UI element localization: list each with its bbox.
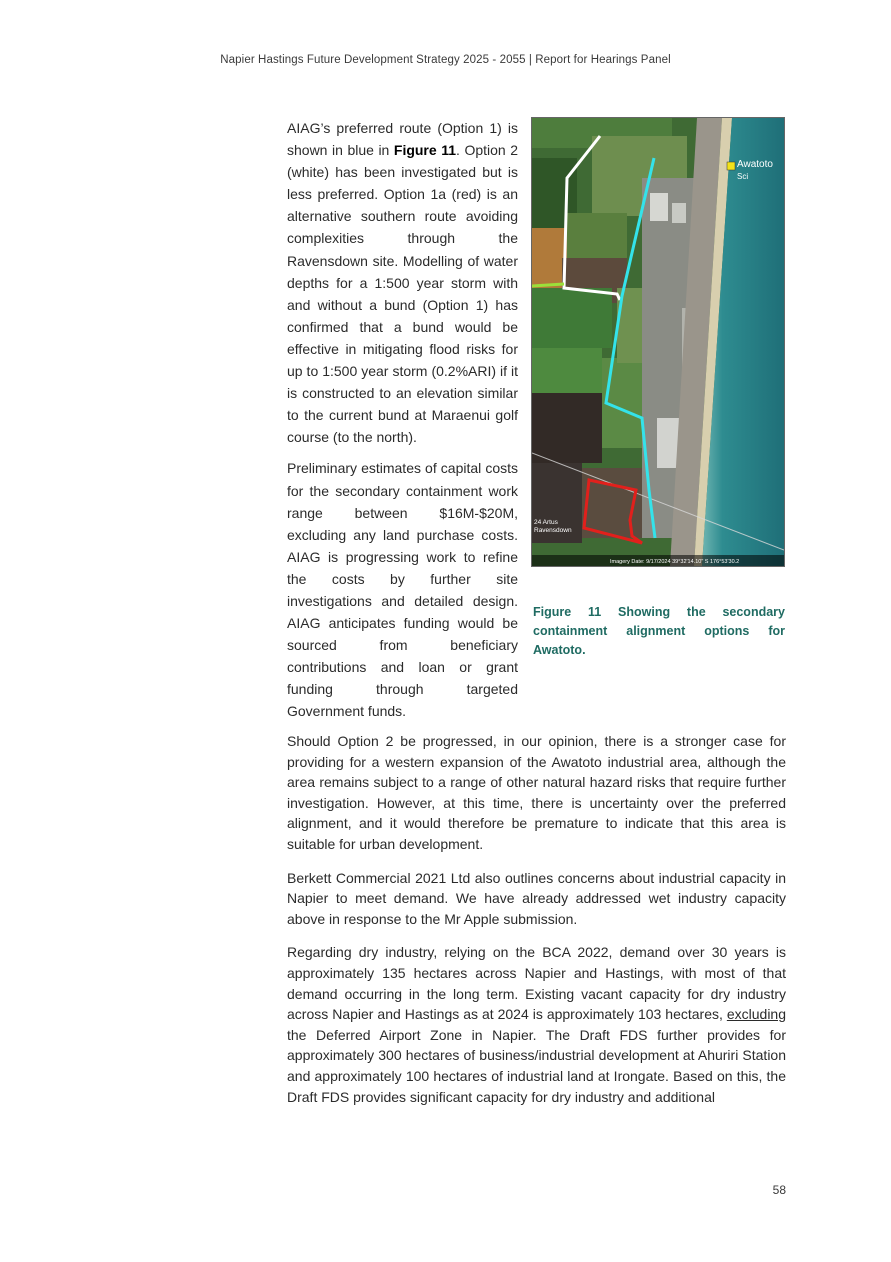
underlined-excluding: excluding — [726, 1006, 786, 1023]
paragraph-dry-industry-text-a: Regarding dry industry, relying on the BCA 2022, demand over 30 years is approximately 135 hectares across Napier and Hastings, with most of that demand occurring in the long term. Existing vacant capacity for dry industry across Napier and Hastings as at 2024 is approximately 103 hectares, — [287, 944, 786, 1023]
map-pin-icon — [727, 162, 735, 170]
paragraph-routes — [287, 117, 518, 448]
paragraph-routes-text-b: . Option 2 (white) has been investigated but is less preferred. Option 1a (red) is an alternative southern route avoiding complexities through the Ravensdown site. Modelling of water depths for a 1:500 year storm with and without a bund (Option 1) has confirmed that a bund would be effective in mitigating flood risks for up to 1:500 year storm (0.2%ARI) if it is constructed to an elevation similar to the current bund at Maraenui golf course (to the north). — [287, 142, 519, 446]
aerial-map-figure — [531, 117, 785, 567]
map-label-awatoto: Awatoto — [737, 159, 773, 170]
body-text — [287, 731, 786, 1120]
map-label-sci: Sci — [737, 172, 749, 181]
green-link-line — [532, 284, 564, 286]
paragraph-berkett: Berkett Commercial 2021 Ltd also outlines concerns about industrial capacity in Napier to meet demand. We have already addressed wet industry capacity above in response to the Mr Apple submission. — [287, 869, 786, 927]
left-column — [287, 117, 518, 732]
paragraph-dry-industry — [287, 942, 786, 1107]
paragraph-costs: Preliminary estimates of capital costs for the secondary containment work range between $16M-$20M, excluding any land purchase costs. AIAG is progressing work to refine the costs by further site investigations and detailed design. AIAG anticipates funding would be sourced from beneficiary contributions and loan or grant funding through targeted Government funds. — [287, 460, 518, 720]
map-label-ravensdown: Ravensdown — [534, 527, 572, 534]
map-label-road: 24 Artus — [534, 519, 558, 526]
page-header: Napier Hastings Future Development Strategy 2025 - 2055 | Report for Hearings Panel — [220, 54, 671, 66]
map-imagery-footer: Imagery Date: 9/17/2024 39°32'14.10" S 176°53'30.2 — [610, 559, 740, 565]
aerial-map-image — [532, 118, 784, 566]
figure-reference: Figure 11 — [393, 142, 457, 159]
page-number: 58 — [772, 1183, 786, 1197]
paragraph-routes-text-a: AIAG’s preferred route (Option 1) is shown in blue in — [287, 120, 518, 159]
paragraph-dry-industry-text-b: the Deferred Airport Zone in Napier. The Draft FDS further provides for approximately 300 hectares of business/industrial development at Ahuriri Station and approximately 100 hectares of industrial land at Irongate. Based on this, the Draft FDS provides significant capacity for dry industry and additional — [287, 1026, 786, 1105]
paragraph-option-2: Should Option 2 be progressed, in our opinion, there is a stronger case for providing for a western expansion of the Awatoto industrial area, although the area remains subject to a range of other natural hazard risks that require further investigation. However, at this time, there is uncertainty over the preferred alignment, and it would therefore be premature to indicate that this area is suitable for urban development. — [287, 733, 786, 852]
figure-caption: Figure 11 Showing the secondary containment alignment options for Awatoto. — [533, 605, 785, 657]
